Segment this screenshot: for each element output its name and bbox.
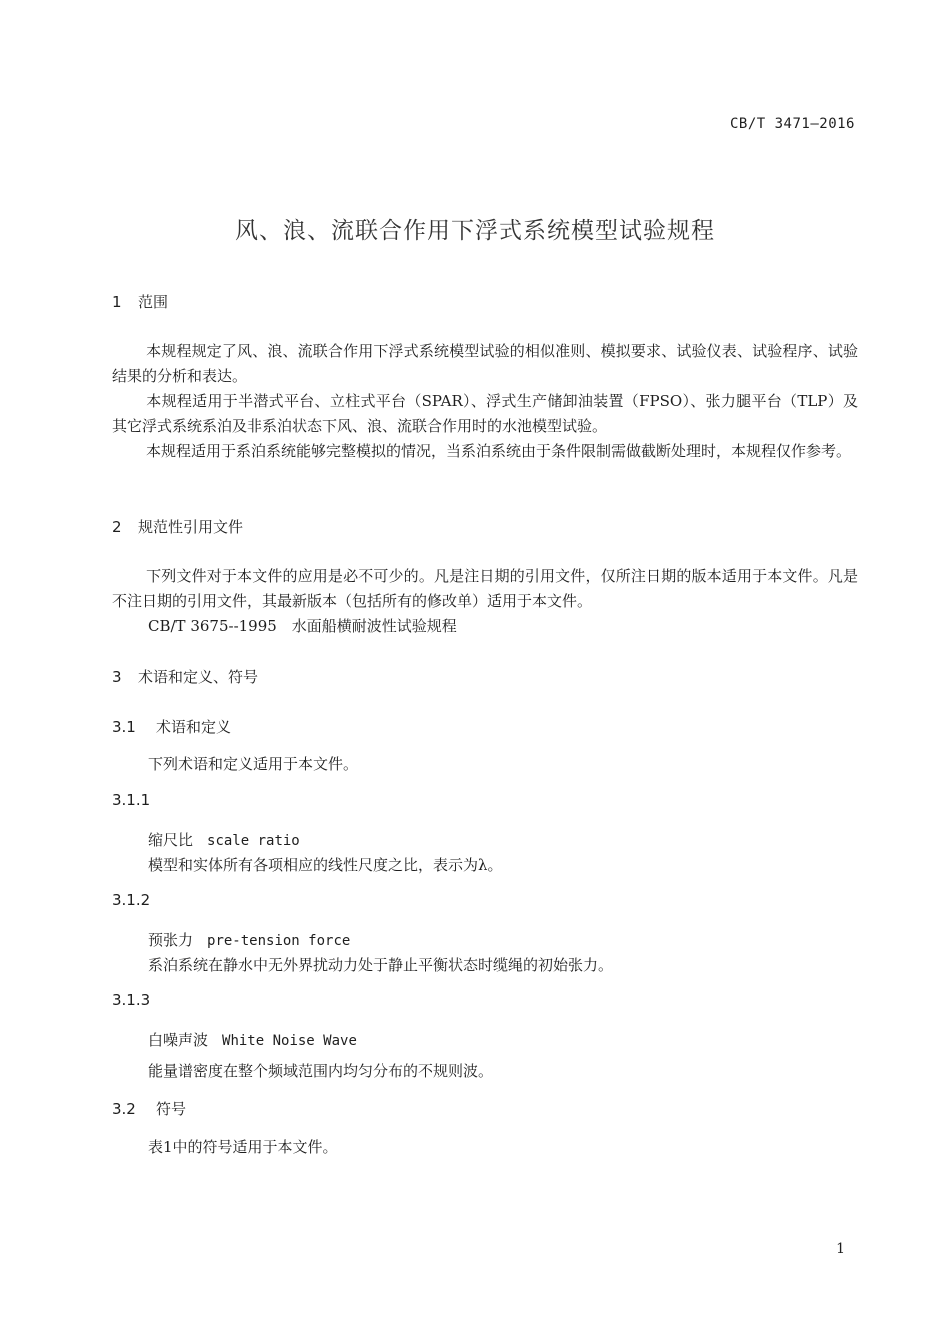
- term-3-1-2-name: [148, 929, 350, 950]
- section-3-1-heading: [112, 716, 231, 737]
- section-1-paragraph-1: [112, 339, 858, 389]
- term-3-1-2-en: pre-tension force: [207, 933, 351, 949]
- term-3-1-1-number: 3.1.1: [112, 791, 151, 809]
- section-3-title: 术语和定义、符号: [138, 668, 259, 686]
- section-1-number: 1: [112, 293, 122, 311]
- section-2-title: 规范性引用文件: [138, 518, 244, 536]
- term-3-1-3-definition: 能量谱密度在整个频域范围内均匀分布的不规则波。: [148, 1062, 494, 1080]
- term-3-1-2-number: 3.1.2: [112, 891, 151, 909]
- term-3-1-1-cn: 缩尺比: [148, 831, 194, 849]
- page-number: 1: [836, 1241, 845, 1257]
- section-3-1-intro: 下列术语和定义适用于本文件。: [148, 755, 359, 773]
- term-3-1-2-definition: 系泊系统在静水中无外界扰动力处于静止平衡状态时缆绳的初始张力。: [148, 956, 614, 974]
- section-1-heading: [112, 291, 168, 312]
- section-3-heading: [112, 666, 258, 687]
- section-3-number: 3: [112, 668, 122, 686]
- document-title: 风、浪、流联合作用下浮式系统模型试验规程: [235, 218, 715, 244]
- section-2-paragraph-1-text: 下列文件对于本文件的应用是必不可少的。凡是注日期的引用文件，仅所注日期的版本适用于本文件。凡是不注日期的引用文件，其最新版本（包括所有的修改单）适用于本文件。: [112, 567, 858, 610]
- standard-code: CB/T 3471—2016: [729, 116, 855, 132]
- term-3-1-2-cn: 预张力: [148, 931, 194, 949]
- section-3-2-heading: [112, 1098, 186, 1119]
- section-3-1-title: 术语和定义: [156, 718, 232, 736]
- section-3-2-title: 符号: [156, 1100, 187, 1118]
- term-3-1-1-name: [148, 829, 300, 850]
- term-3-1-3-en: White Noise Wave: [222, 1033, 357, 1049]
- section-1-paragraph-2: [112, 389, 858, 439]
- section-2-number: 2: [112, 518, 122, 536]
- section-1-paragraph-1-text: 本规程规定了风、浪、流联合作用下浮式系统模型试验的相似准则、模拟要求、试验仪表、试验程序、试验结果的分析和表达。: [112, 342, 858, 385]
- section-1-paragraph-3: [112, 439, 858, 464]
- section-3-1-number: 3.1: [112, 718, 136, 736]
- section-2-heading: [112, 516, 243, 537]
- section-3-2-number: 3.2: [112, 1100, 136, 1118]
- section-2-reference: CB/T 3675--1995 水面船横耐波性试验规程: [148, 617, 457, 635]
- term-3-1-3-number: 3.1.3: [112, 991, 151, 1009]
- section-1-title: 范围: [138, 293, 169, 311]
- section-1-paragraph-2-text: 本规程适用于半潜式平台、立柱式平台（SPAR）、浮式生产储卸油装置（FPSO）、张力腿平台（TLP）及其它浮式系统系泊及非系泊状态下风、浪、流联合作用时的水池模型试验。: [112, 392, 858, 435]
- term-3-1-3-cn: 白噪声波: [148, 1031, 209, 1049]
- section-1-paragraph-3-text: 本规程适用于系泊系统能够完整模拟的情况，当系泊系统由于条件限制需做截断处理时，本规程仅作参考。: [146, 442, 852, 460]
- section-3-2-intro: 表1中的符号适用于本文件。: [148, 1138, 338, 1156]
- section-2-paragraph-1: [112, 564, 858, 614]
- term-3-1-1-definition: 模型和实体所有各项相应的线性尺度之比，表示为λ。: [148, 856, 503, 874]
- term-3-1-3-name: [148, 1029, 357, 1050]
- term-3-1-1-en: scale ratio: [207, 833, 300, 849]
